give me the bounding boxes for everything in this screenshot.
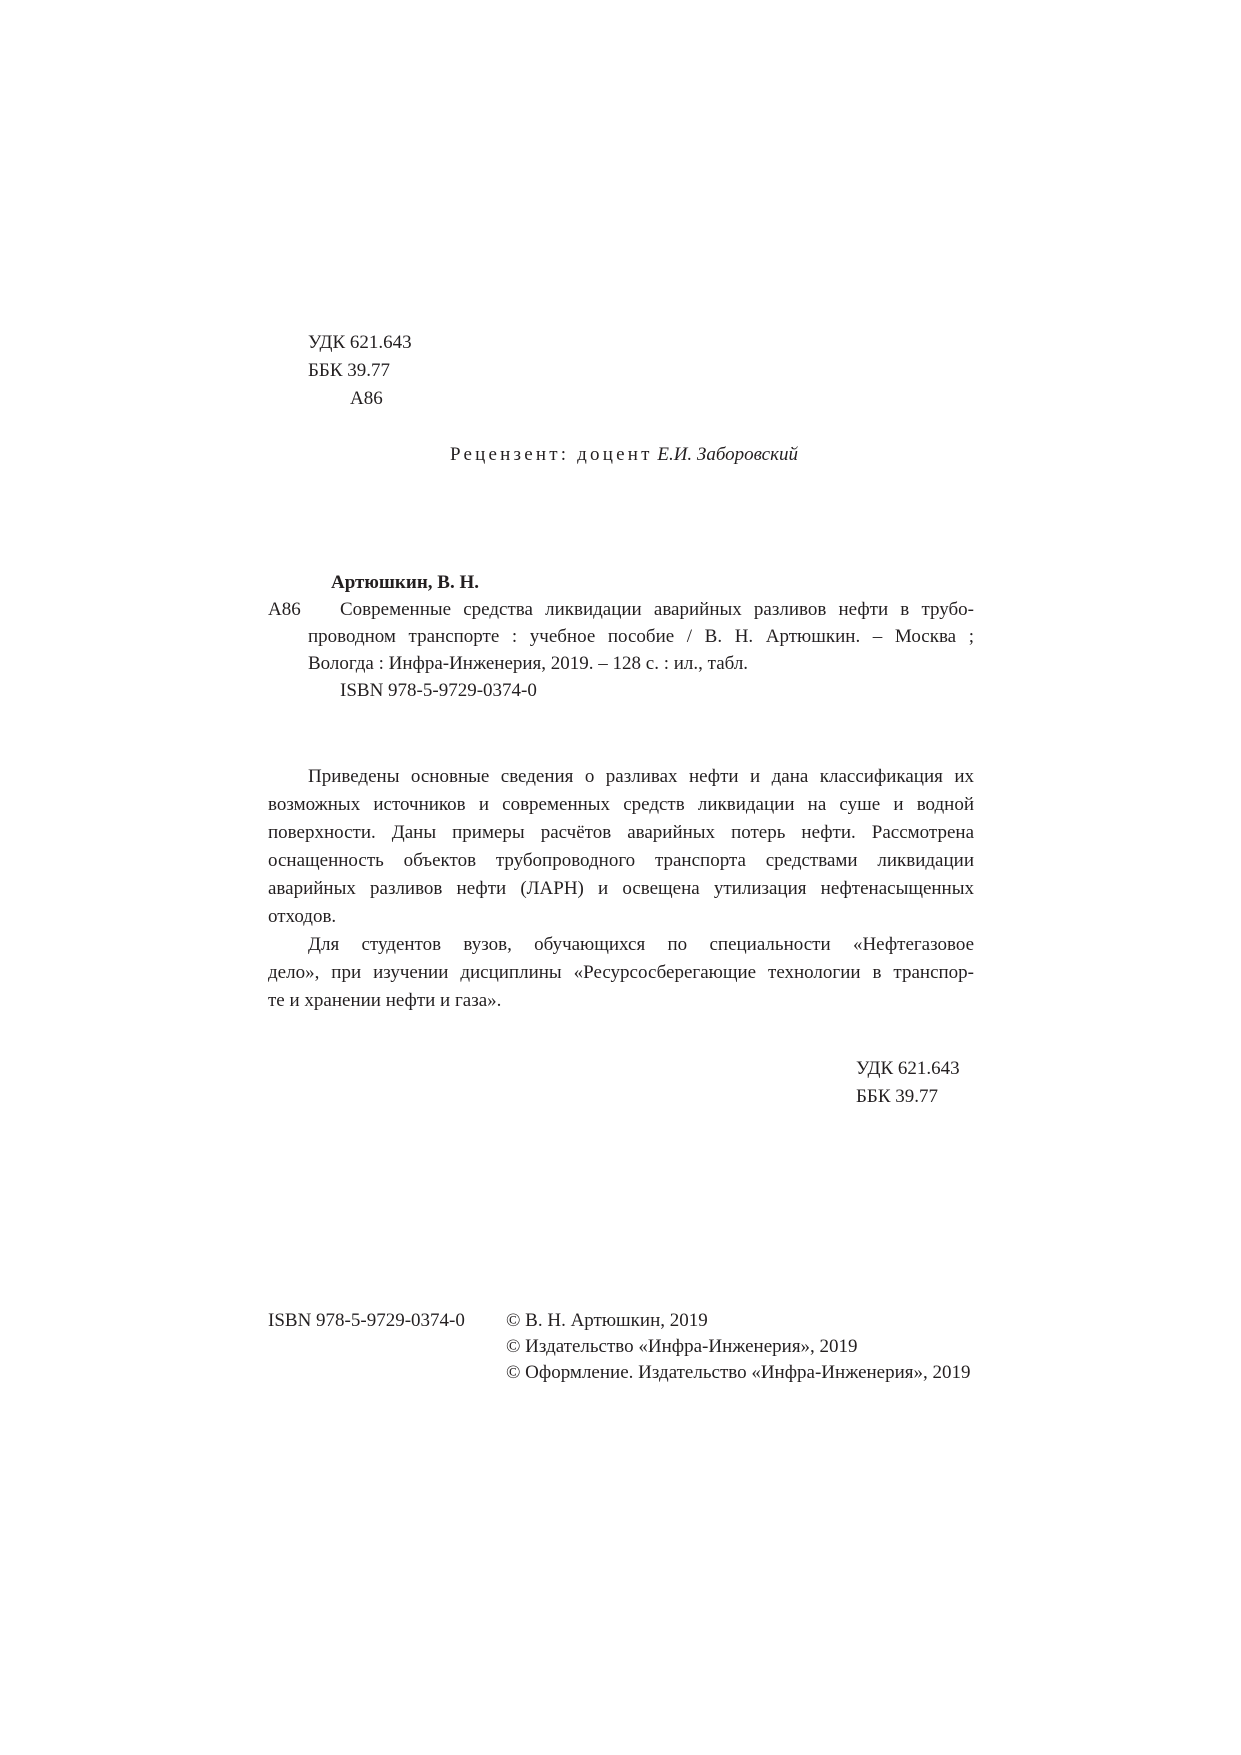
annotation-line: дело», при изучении дисциплины «Ресурсосберегающие технологии в транспор- [268,962,974,983]
annotation-line: поверхности. Даны примеры расчётов аварийных потерь нефти. Рассмотрена [268,822,974,843]
annotation-line: оснащенность объектов трубопроводного транспорта средствами ликвидации [268,850,974,871]
annotation-line: возможных источников и современных средств ликвидации на суше и водной [268,794,974,815]
reviewer-line [450,442,798,468]
copyright-line: © Издательство «Инфра-Инженерия», 2019 [506,1336,858,1357]
bib-description-line: проводном транспорте : учебное пособие / В. Н. Артюшкин. – Москва ; [308,626,974,647]
copyright-line: © Оформление. Издательство «Инфра-Инженерия», 2019 [506,1362,971,1383]
reviewer-name: Е.И. Заборовский [657,444,798,465]
author-code-top: А86 [350,388,383,409]
annotation-line: Для студентов вузов, обучающихся по специальности «Нефтегазовое [308,934,974,955]
bib-description-line: Вологда : Инфра-Инженерия, 2019. – 128 с. : ил., табл. [308,653,749,674]
copyright-line: © В. Н. Артюшкин, 2019 [506,1310,708,1331]
bib-author-code: А86 [268,599,301,620]
bbk-index-bottom: ББК 39.77 [856,1086,938,1107]
reviewer-role: Рецензент: доцент [450,444,653,465]
annotation-line: аварийных разливов нефти (ЛАРН) и освещена утилизация нефтенасыщенных [268,878,974,899]
bib-description-line: Современные средства ликвидации аварийных разливов нефти в трубо- [340,599,974,620]
bib-isbn: ISBN 978-5-9729-0374-0 [340,680,537,701]
bbk-index-top: ББК 39.77 [308,360,390,381]
udk-index-top: УДК 621.643 [308,332,412,353]
annotation-line: те и хранении нефти и газа». [268,990,502,1011]
imprint-isbn: ISBN 978-5-9729-0374-0 [268,1310,465,1331]
annotation-line: отходов. [268,906,337,927]
bib-author: Артюшкин, В. Н. [331,572,479,593]
udk-index-bottom: УДК 621.643 [856,1058,960,1079]
annotation-line: Приведены основные сведения о разливах нефти и дана классификация их [308,766,974,787]
